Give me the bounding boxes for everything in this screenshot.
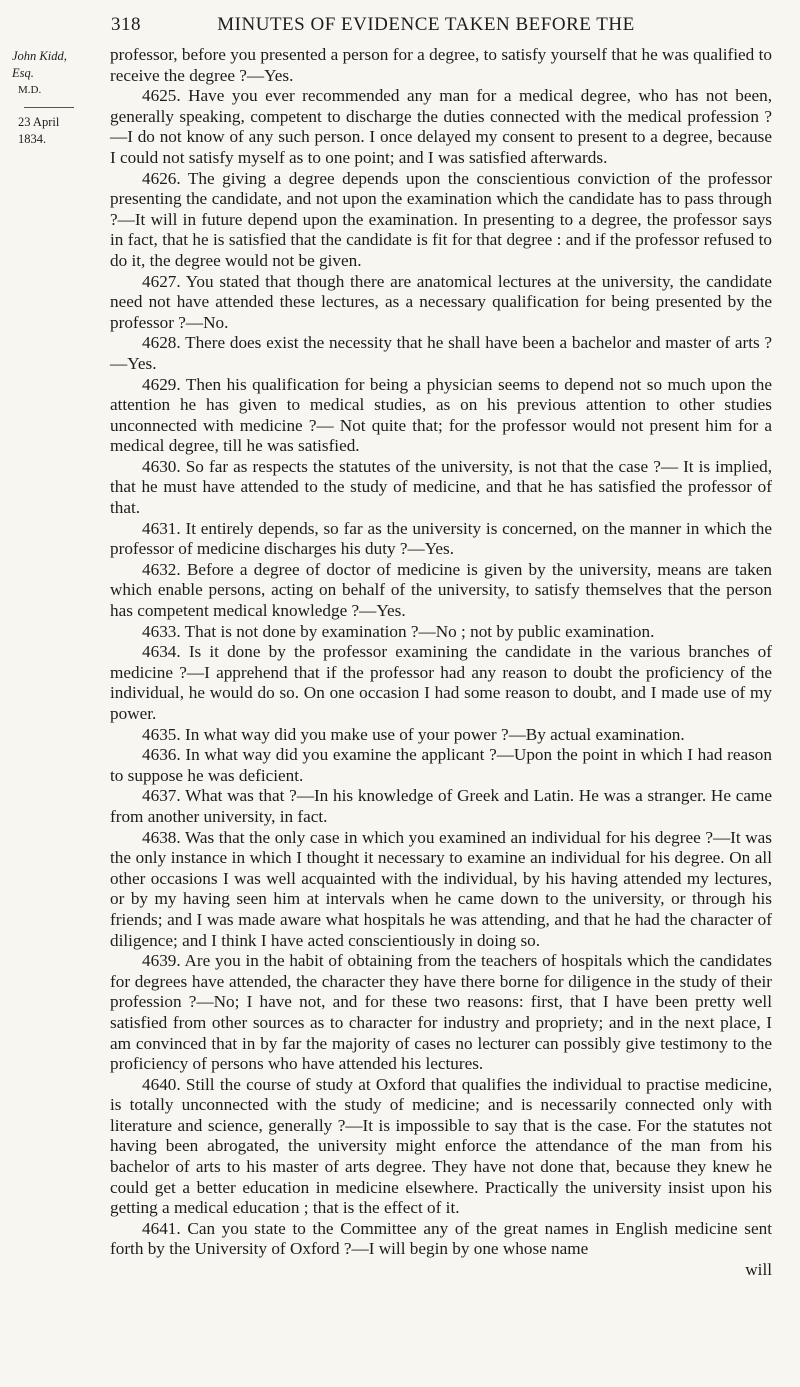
margin-rule [24, 107, 74, 108]
paragraph-4629: 4629. Then his qualification for being a physician seems to depend not so much upon the attention he has given to medical studies, as on his previous attention to other studies unconnected with medicine ?— Not quite that; for the professor would not present him for a medical degree, till he was satisfied. [110, 374, 772, 456]
paragraph-4631: 4631. It entirely depends, so far as the university is concerned, on the manner in which the professor of medicine discharges his duty ?—Yes. [110, 518, 772, 559]
paragraph-4632: 4632. Before a degree of doctor of medicine is given by the university, means are taken which enable persons, acting on behalf of the university, to satisfy themselves that the person has competent medical knowledge ?—Yes. [110, 559, 772, 621]
paragraph-4634: 4634. Is it done by the professor examining the candidate in the various branches of medicine ?—I apprehend that if the professor had any reason to doubt the proficiency of the individual, he would do so. On one occasion I had some reason to doubt, and I made use of my power. [110, 642, 772, 723]
paragraph-4636: 4636. In what way did you examine the applicant ?—Upon the point in which I had reason to suppose he was deficient. [110, 745, 772, 785]
paragraph-continuation: professor, before you presented a person for a degree, to satisfy yourself that he was qualified to receive the degree ?—Yes. [110, 45, 772, 85]
paragraph-4639: 4639. Are you in the habit of obtaining from the teachers of hospitals which the candidates for degrees have attended, the character they have there borne for diligence in the study of their profession ?—No; I have not, and for these two reasons: first, that I have been pretty well satisfied from other sources as to character for industry and propriety; and in the next place, I am convinced that in by far the majority of cases no lecturer can possibly give testimony to the proficiency of persons who have attended his lectures. [110, 951, 772, 1074]
catchword: will [745, 1260, 772, 1280]
paragraph-4637: 4637. What was that ?—In his knowledge of Greek and Latin. He was a stranger. He came from another university, in fact. [110, 786, 772, 826]
paragraph-4630: 4630. So far as respects the statutes of the university, is not that the case ?— It is implied, that he must have attended to the study of medicine, and that he has satisfied the professor of that. [110, 456, 772, 518]
hearing-date: 23 April 1834. [18, 115, 60, 146]
page-header [0, 14, 800, 36]
paragraph-4626: 4626. The giving a degree depends upon the conscientious conviction of the professor presenting the candidate, and not upon the examination which the candidate has to pass through ?—It will in future depend upon the examination. In presenting to a degree, the professor says in fact, that he is satisfied that the candidate is fit for that degree : and if the professor refused to do it, the degree would not be given. [110, 168, 772, 270]
margin-note [12, 48, 90, 148]
paragraph-4627: 4627. You stated that though there are anatomical lectures at the university, the candidate need not have attended these lectures, as a necessary qualification for being presented by the professor ?—No. [110, 271, 772, 332]
paragraph-4640: 4640. Still the course of study at Oxford that qualifies the individual to practise medicine, is totally unconnected with the study of medicine; and is necessarily connected only with literature and science, generally ?—It is impossible to say that is the case. For the statutes not having been abrogated, the university might enforce the attendance of the man from his bachelor of arts to his master of arts degree. They have not done that, because they knew he could get a better education in medicine elsewhere. Practically the university insist upon his getting a medical education ; that is the effect of it. [110, 1074, 772, 1218]
body-text [110, 45, 772, 1281]
paragraph-4625: 4625. Have you ever recommended any man for a medical degree, who has not been, generally speaking, competent to discharge the duties connected with the medical profession ?—I do not know of any such person. I once delayed my consent to present to a degree, because I could not satisfy myself as to one point; and I was satisfied afterwards. [110, 86, 772, 167]
witness-degree: M.D. [18, 84, 42, 96]
paragraph-4635: 4635. In what way did you make use of your power ?—By actual examination. [142, 724, 685, 744]
page-number: 318 [111, 14, 141, 35]
paragraph-4633: 4633. That is not done by examination ?—No ; not by public examination. [142, 621, 655, 641]
paragraph-4638: 4638. Was that the only case in which you examined an individual for his degree ?—It was the only instance in which I thought it necessary to examine an individual for his degree. On all other occasions I was well acquainted with the individual, by his having attended my lectures, or by my having seen him at intervals when he came down to the university, or through his friends; and I was made aware what hospitals he was attending, and that he had the character of diligence; and I think I have acted conscientiously in doing so. [110, 827, 772, 950]
paragraph-4641: 4641. Can you state to the Committee any of the great names in English medicine sent forth by the University of Oxford ?—I will begin by one whose name [110, 1218, 772, 1259]
paragraph-4628: 4628. There does exist the necessity that he shall have been a bachelor and master of arts ?—Yes. [110, 333, 772, 373]
witness-name: John Kidd, Esq. [12, 49, 67, 80]
running-title: MINUTES OF EVIDENCE TAKEN BEFORE THE [217, 14, 635, 35]
